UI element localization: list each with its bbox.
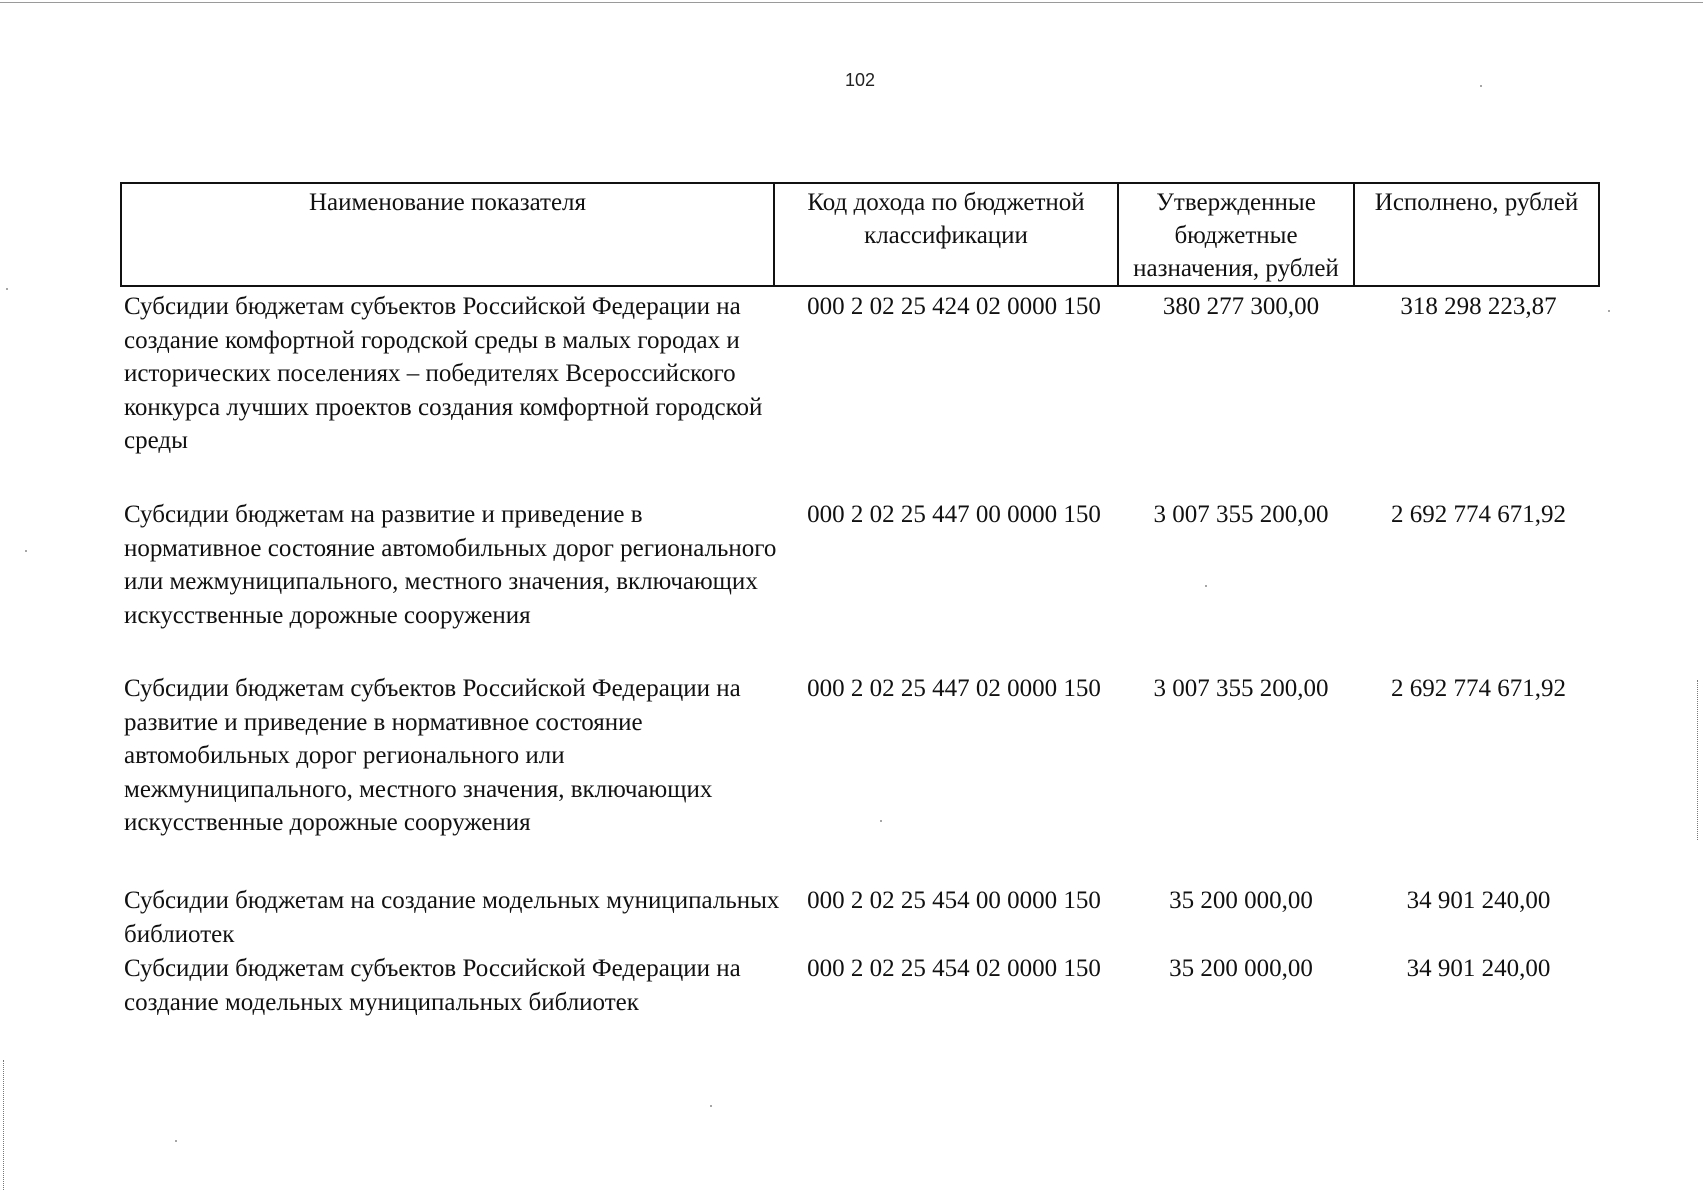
scan-speck bbox=[1480, 85, 1482, 87]
scan-right-edge bbox=[1697, 680, 1699, 840]
scan-speck bbox=[1608, 310, 1610, 312]
scan-speck bbox=[710, 1105, 712, 1107]
row-indicator-name: Субсидии бюджетам субъектов Российской Федерации на создание комфортной городской среды в малых городах и исторических поселениях – победителях Всероссийского конкурса лучших проектов создания комфортной городской среды bbox=[124, 293, 763, 454]
row-indicator-name: Субсидии бюджетам субъектов Российской Федерации на развитие и приведение в нормативное состояние автомобильных дорог регионального или межмуниципального, местного значения, включающих искусственные дорожные сооружения bbox=[124, 675, 741, 836]
page-number: 102 bbox=[844, 70, 876, 90]
header-income-code: Код дохода по бюджетной классификации bbox=[775, 184, 1119, 285]
header-indicator-name: Наименование показателя bbox=[122, 184, 775, 285]
row-executed-amount: 34 901 240,00 bbox=[1406, 955, 1551, 982]
table-row bbox=[120, 672, 1600, 840]
scan-top-edge bbox=[0, 2, 1703, 3]
row-income-code: 000 2 02 25 454 00 0000 150 bbox=[807, 887, 1101, 914]
row-approved-amount: 35 200 000,00 bbox=[1169, 955, 1313, 982]
table-row bbox=[120, 952, 1600, 1019]
table-row bbox=[120, 290, 1600, 458]
header-executed: Исполнено, рублей bbox=[1374, 189, 1579, 216]
row-approved-amount: 3 007 355 200,00 bbox=[1153, 501, 1329, 528]
scan-speck bbox=[880, 820, 882, 822]
scan-speck bbox=[6, 288, 8, 290]
row-indicator-name: Субсидии бюджетам субъектов Российской Федерации на создание модельных муниципальных библиотек bbox=[124, 955, 741, 1016]
header-approved-budget: Утвержденные бюджетные назначения, рублей bbox=[1119, 184, 1355, 285]
row-indicator-name: Субсидии бюджетам на создание модельных муниципальных библиотек bbox=[124, 887, 780, 948]
table-row bbox=[120, 498, 1600, 632]
scan-speck bbox=[25, 550, 27, 552]
scan-speck bbox=[1205, 585, 1207, 587]
scan-left-edge bbox=[3, 1060, 5, 1190]
row-approved-amount: 3 007 355 200,00 bbox=[1153, 675, 1329, 702]
table-row bbox=[120, 884, 1600, 951]
scan-speck bbox=[175, 1140, 177, 1142]
row-income-code: 000 2 02 25 447 02 0000 150 bbox=[807, 675, 1101, 702]
row-executed-amount: 2 692 774 671,92 bbox=[1391, 675, 1566, 702]
row-indicator-name: Субсидии бюджетам на развитие и приведение в нормативное состояние автомобильных дорог регионального или межмуниципального, местного значения, включающих искусственные дорожные сооружения bbox=[124, 501, 777, 629]
row-income-code: 000 2 02 25 454 02 0000 150 bbox=[807, 955, 1101, 982]
row-approved-amount: 380 277 300,00 bbox=[1162, 293, 1320, 320]
row-approved-amount: 35 200 000,00 bbox=[1169, 887, 1313, 914]
row-executed-amount: 2 692 774 671,92 bbox=[1391, 501, 1566, 528]
table-header bbox=[120, 182, 1600, 287]
row-income-code: 000 2 02 25 424 02 0000 150 bbox=[807, 293, 1101, 320]
row-executed-amount: 34 901 240,00 bbox=[1406, 887, 1551, 914]
row-executed-amount: 318 298 223,87 bbox=[1400, 293, 1557, 320]
row-income-code: 000 2 02 25 447 00 0000 150 bbox=[807, 501, 1101, 528]
